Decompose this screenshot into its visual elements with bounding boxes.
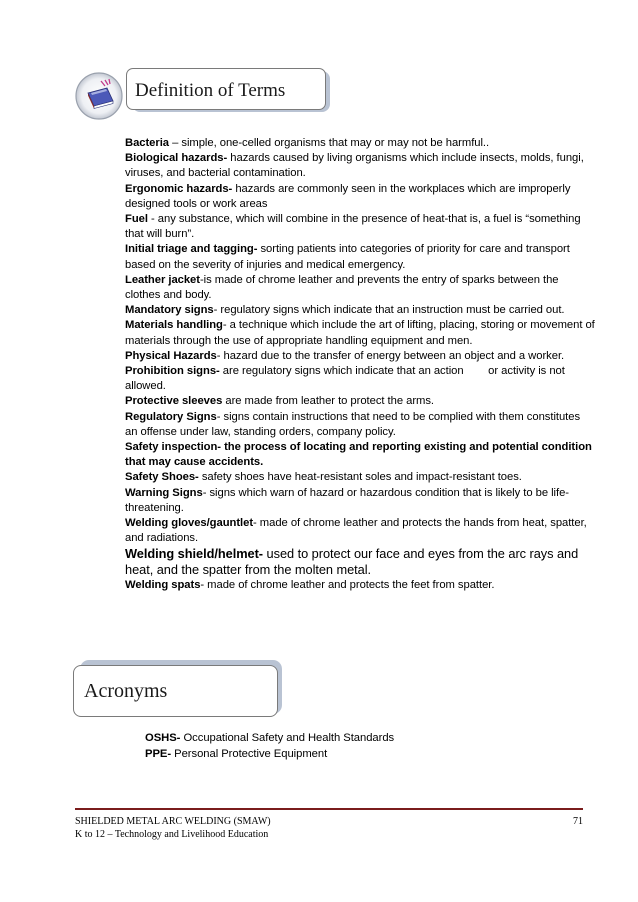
book-icon [74, 71, 124, 121]
footer-course-title: SHIELDED METAL ARC WELDING (SMAW) [75, 816, 271, 827]
definition-text: the process of locating and reporting existing and potential condition that may cause accidents. [125, 441, 592, 469]
definition-term: Ergonomic hazards- [125, 182, 233, 195]
acronyms-list [145, 731, 394, 762]
acronym-term: OSHS- [145, 732, 181, 744]
definition-term: Materials handling [125, 319, 223, 332]
acronym-entry [145, 747, 394, 763]
definition-text: hazards caused by living organisms which include insects, molds, fungi, viruses, and bacterial contamination. [125, 152, 584, 180]
definition-entry [125, 318, 595, 348]
definition-entry [125, 212, 595, 242]
definition-entry [125, 470, 595, 485]
definition-term: Prohibition signs- [125, 365, 220, 378]
definition-text: - made of chrome leather and protects the feet from spatter. [200, 579, 495, 592]
definition-entry [125, 394, 595, 409]
definition-term: Leather jacket [125, 273, 200, 286]
definition-entry [125, 182, 595, 212]
definition-term: Fuel [125, 213, 148, 226]
definition-term: Regulatory Signs [125, 410, 217, 423]
definition-text: - any substance, which will combine in the presence of heat-that is, a fuel is “something that will burn”. [125, 213, 581, 241]
definition-entry [125, 136, 595, 151]
definitions-header [74, 66, 336, 122]
definitions-title: Definition of Terms [135, 80, 286, 101]
definitions-list [125, 136, 595, 594]
footer-rule [75, 808, 583, 810]
definition-text: safety shoes have heat-resistant soles and impact-resistant toes. [198, 471, 522, 484]
definition-term: Safety inspection- [125, 441, 221, 454]
definition-term: Bacteria [125, 137, 170, 149]
definition-text: – simple, one-celled organisms that may or may not be harmful.. [169, 137, 490, 149]
acronym-text: Personal Protective Equipment [171, 747, 328, 760]
definition-text: - signs which warn of hazard or hazardous condition that is likely to be life-threatening. [125, 486, 569, 514]
footer-curriculum: K to 12 – Technology and Livelihood Education [75, 829, 269, 840]
definition-entry [125, 364, 595, 394]
definition-term: Protective sleeves [125, 395, 223, 408]
definition-term: Safety Shoes- [125, 471, 199, 484]
definition-term: Initial triage and tagging- [125, 243, 258, 256]
definition-term: Welding spats [125, 579, 201, 592]
definition-entry [125, 546, 595, 578]
acronym-entry [145, 731, 394, 747]
definition-term: Warning Signs [125, 486, 203, 499]
acronyms-title: Acronyms [84, 680, 168, 702]
definition-text: are regulatory signs which indicate that an action or activity is not allowed. [125, 365, 568, 393]
definition-term: Biological hazards- [125, 152, 228, 165]
definition-term: Physical Hazards [125, 349, 217, 362]
definition-term: Mandatory signs [125, 304, 214, 317]
definition-entry [125, 151, 595, 181]
definition-text: -is made of chrome leather and prevents the entry of sparks between the clothes and body. [125, 273, 559, 302]
definition-text: hazards are commonly seen in the workplaces which are improperly designed tools or work areas [125, 182, 571, 210]
definition-text: - regulatory signs which indicate that an instruction must be carried out. [213, 304, 565, 317]
definition-entry [125, 578, 595, 593]
definition-text: sorting patients into categories of priority for care and transport based on the severity of injuries and medical emergency. [125, 243, 570, 271]
page-number: 71 [573, 816, 583, 827]
definition-entry [125, 440, 595, 470]
definition-text: - made of chrome leather and protects the hands from heat, spatter, and radiations. [125, 517, 587, 545]
definition-entry [125, 516, 595, 546]
definition-text: used to protect our face and eyes from the arc rays and heat, and the spatter from the molten metal. [125, 546, 579, 578]
definition-entry [125, 303, 595, 318]
definition-entry [125, 242, 595, 272]
definition-text: - hazard due to the transfer of energy between an object and a worker. [216, 349, 565, 362]
definition-entry [125, 486, 595, 516]
definition-text: are made from leather to protect the arms. [222, 395, 434, 408]
definition-entry [125, 273, 595, 303]
definition-term: Welding shield/helmet- [125, 546, 264, 562]
definition-entry [125, 410, 595, 440]
definition-entry [125, 349, 595, 364]
acronym-text: Occupational Safety and Health Standards [180, 732, 395, 744]
acronym-term: PPE- [145, 747, 172, 760]
page-footer [75, 815, 583, 841]
definition-text: - a technique which include the art of lifting, placing, storing or movement of materials through the use of appropriate handling equipment and men. [125, 319, 595, 347]
definition-term: Welding gloves/gauntlet [125, 517, 254, 530]
definition-text: - signs contain instructions that need to be complied with them constitutes an offense under law, standing orders, company policy. [125, 410, 581, 438]
